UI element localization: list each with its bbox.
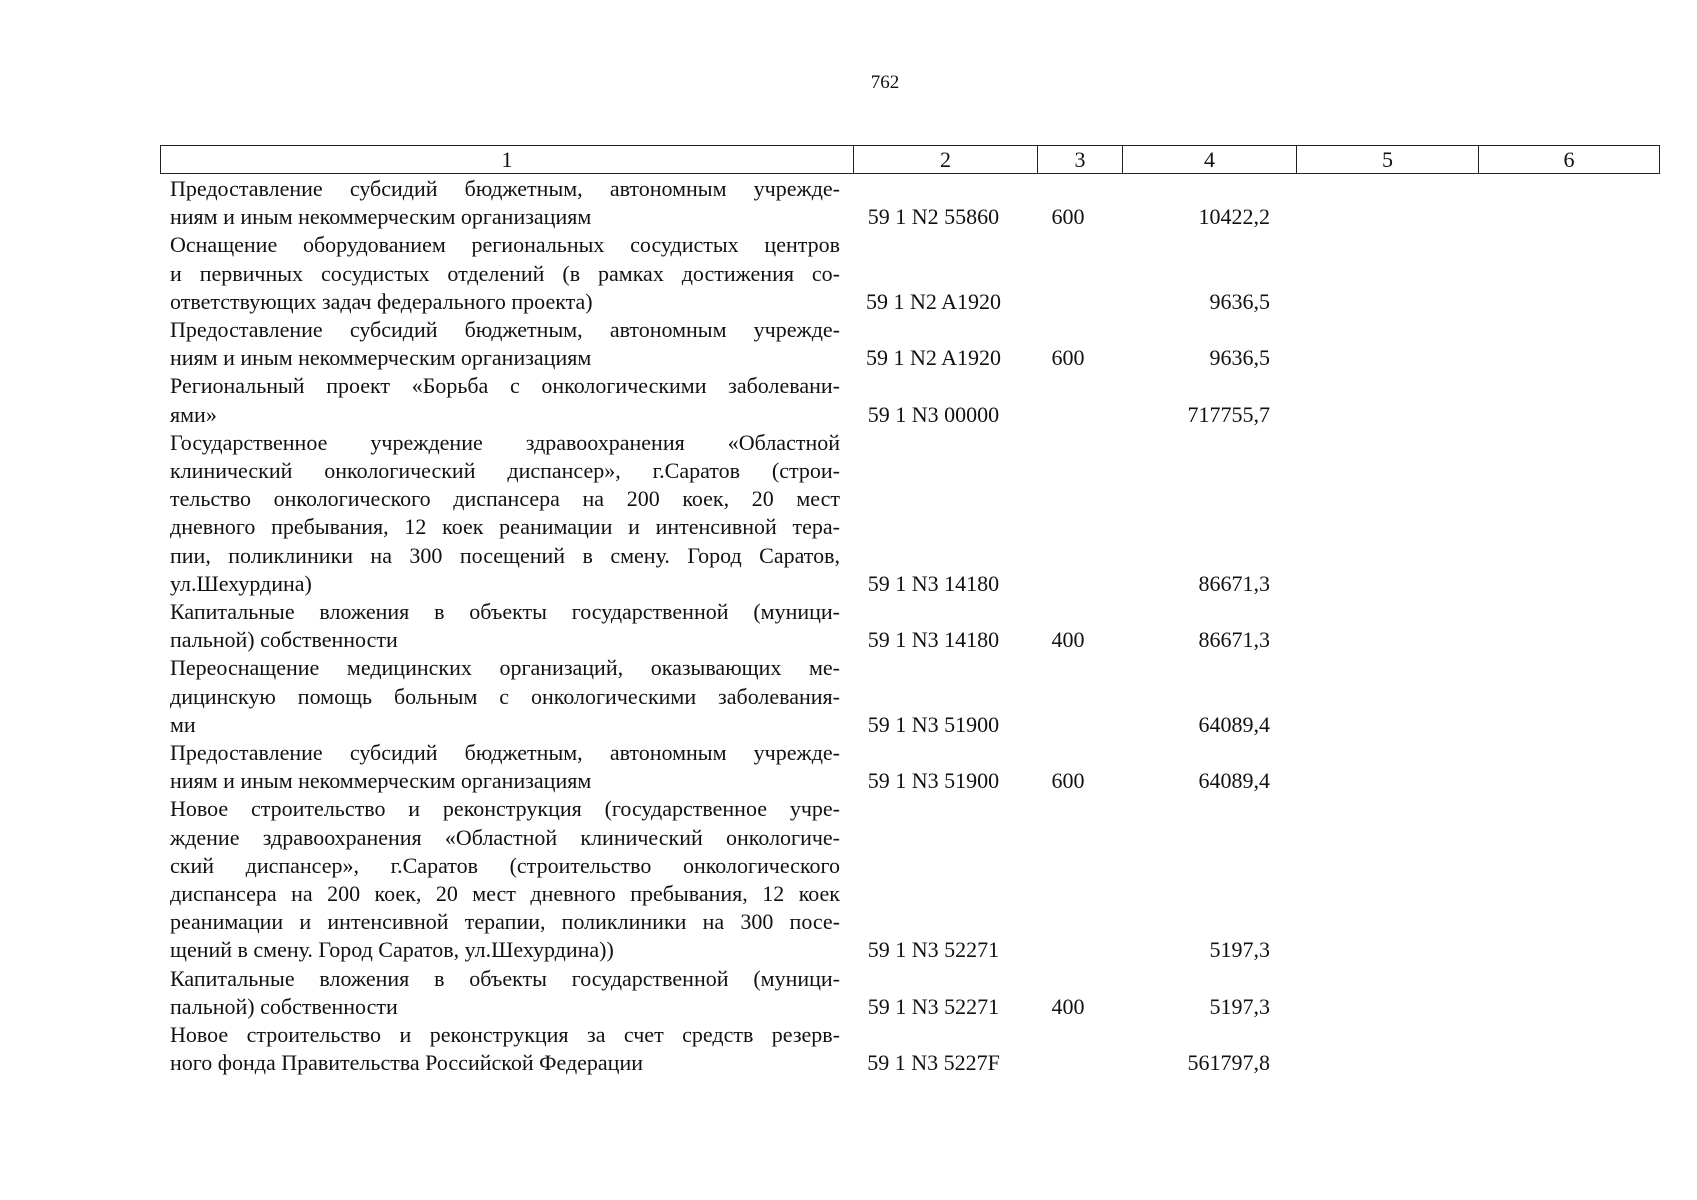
description-line: ул.Шехурдина) bbox=[170, 570, 312, 596]
row-description bbox=[160, 654, 840, 739]
table-row bbox=[160, 175, 1660, 231]
row-description bbox=[160, 965, 840, 1021]
description-line: Капитальные вложения в объекты государственной (муници- bbox=[170, 599, 840, 625]
row-code: 59 1 N3 51900 bbox=[867, 768, 1000, 794]
row-amount: 9636,5 bbox=[1209, 288, 1270, 314]
description-line: тельство онкологического диспансера на 200 коек, 20 мест bbox=[170, 486, 840, 512]
table-row bbox=[160, 231, 1660, 316]
table-row bbox=[160, 316, 1660, 372]
description-line: щений в смену. Город Саратов, ул.Шехурдина)) bbox=[170, 937, 614, 963]
row-amount: 5197,3 bbox=[1209, 993, 1270, 1019]
description-line: пальной) собственности bbox=[170, 627, 398, 653]
table-row bbox=[160, 965, 1660, 1021]
row-code: 59 1 N2 A1920 bbox=[865, 288, 1002, 314]
row-expense-type: 400 bbox=[1051, 627, 1085, 653]
description-line: Оснащение оборудованием региональных сосудистых центров bbox=[170, 232, 840, 258]
row-description bbox=[160, 372, 840, 428]
description-line: ниям и иным некоммерческим организациям bbox=[170, 204, 592, 230]
description-line: ями» bbox=[170, 401, 217, 427]
description-line: ми bbox=[170, 711, 196, 737]
description-line: ного фонда Правительства Российской Федерации bbox=[170, 1050, 643, 1076]
description-line: Новое строительство и реконструкция (государственное учре- bbox=[170, 796, 840, 822]
row-description bbox=[160, 795, 840, 964]
row-code: 59 1 N3 14180 bbox=[867, 570, 1000, 596]
header-col-3: 3 bbox=[1038, 146, 1123, 173]
row-expense-type: 600 bbox=[1051, 345, 1085, 371]
description-line: дневного пребывания, 12 коек реанимации и интенсивной тера- bbox=[170, 514, 840, 540]
description-line: Капитальные вложения в объекты государственной (муници- bbox=[170, 965, 840, 991]
table-row bbox=[160, 598, 1660, 654]
description-line: ниям и иным некоммерческим организациям bbox=[170, 768, 592, 794]
header-col-4: 4 bbox=[1123, 146, 1297, 173]
row-code: 59 1 N3 5227F bbox=[867, 1050, 1000, 1076]
description-line: Региональный проект «Борьба с онкологическими заболевани- bbox=[170, 373, 840, 399]
description-line: ответствующих задач федерального проекта) bbox=[170, 288, 593, 314]
row-amount: 64089,4 bbox=[1198, 711, 1270, 737]
row-amount: 9636,5 bbox=[1209, 345, 1270, 371]
row-amount: 10422,2 bbox=[1198, 204, 1270, 230]
row-code: 59 1 N3 14180 bbox=[867, 627, 1000, 653]
description-line: Новое строительство и реконструкция за счет средств резерв- bbox=[170, 1022, 840, 1048]
row-code: 59 1 N3 52271 bbox=[867, 937, 1000, 963]
row-description bbox=[160, 231, 840, 316]
table-row bbox=[160, 654, 1660, 739]
row-description bbox=[160, 429, 840, 598]
row-description bbox=[160, 739, 840, 795]
row-code: 59 1 N3 51900 bbox=[867, 711, 1000, 737]
header-col-2: 2 bbox=[854, 146, 1038, 173]
table-header bbox=[160, 145, 1660, 174]
row-description bbox=[160, 1021, 840, 1077]
header-col-6: 6 bbox=[1563, 147, 1575, 172]
table-body bbox=[160, 175, 1660, 1078]
row-amount: 64089,4 bbox=[1198, 768, 1270, 794]
table-row bbox=[160, 795, 1660, 964]
description-line: Предоставление субсидий бюджетным, автономным учрежде- bbox=[170, 740, 840, 766]
table-row bbox=[160, 429, 1660, 598]
row-amount: 86671,3 bbox=[1198, 627, 1270, 653]
description-line: Предоставление субсидий бюджетным, автономным учрежде- bbox=[170, 176, 840, 201]
description-line: Переоснащение медицинских организаций, оказывающих ме- bbox=[170, 655, 840, 681]
description-line: пальной) собственности bbox=[170, 993, 398, 1019]
row-description bbox=[160, 316, 840, 372]
row-code: 59 1 N2 A1920 bbox=[865, 345, 1002, 371]
description-line: дицинскую помощь больным с онкологическими заболевания- bbox=[170, 683, 840, 709]
row-expense-type: 400 bbox=[1051, 993, 1085, 1019]
row-expense-type: 600 bbox=[1051, 204, 1085, 230]
row-code: 59 1 N2 55860 bbox=[867, 204, 1000, 230]
row-code: 59 1 N3 52271 bbox=[867, 993, 1000, 1019]
header-col-1: 1 bbox=[161, 146, 854, 173]
row-description bbox=[160, 598, 840, 654]
description-line: пии, поликлиники на 300 посещений в смену. Город Саратов, bbox=[170, 542, 840, 568]
table-row bbox=[160, 372, 1660, 428]
row-amount: 5197,3 bbox=[1209, 937, 1270, 963]
row-amount: 561797,8 bbox=[1187, 1050, 1270, 1076]
row-expense-type: 600 bbox=[1051, 768, 1085, 794]
description-line: клинический онкологический диспансер», г.Саратов (строи- bbox=[170, 458, 840, 484]
header-col-5: 5 bbox=[1297, 146, 1479, 173]
description-line: реанимации и интенсивной терапии, поликлиники на 300 посе- bbox=[170, 909, 840, 935]
description-line: ниям и иным некоммерческим организациям bbox=[170, 345, 592, 371]
description-line: и первичных сосудистых отделений (в рамках достижения со- bbox=[170, 260, 840, 286]
description-line: ский диспансер», г.Саратов (строительство онкологического bbox=[170, 852, 840, 878]
table-row bbox=[160, 1021, 1660, 1077]
description-line: Государственное учреждение здравоохранения «Областной bbox=[170, 429, 840, 455]
row-description bbox=[160, 175, 840, 231]
description-line: Предоставление субсидий бюджетным, автономным учрежде- bbox=[170, 317, 840, 343]
row-amount: 717755,7 bbox=[1187, 401, 1270, 427]
page-number: 762 bbox=[870, 72, 900, 93]
table-row bbox=[160, 739, 1660, 795]
description-line: ждение здравоохранения «Областной клинический онкологиче- bbox=[170, 824, 840, 850]
row-amount: 86671,3 bbox=[1198, 570, 1270, 596]
description-line: диспансера на 200 коек, 20 мест дневного пребывания, 12 коек bbox=[170, 881, 840, 907]
row-code: 59 1 N3 00000 bbox=[867, 401, 1000, 427]
